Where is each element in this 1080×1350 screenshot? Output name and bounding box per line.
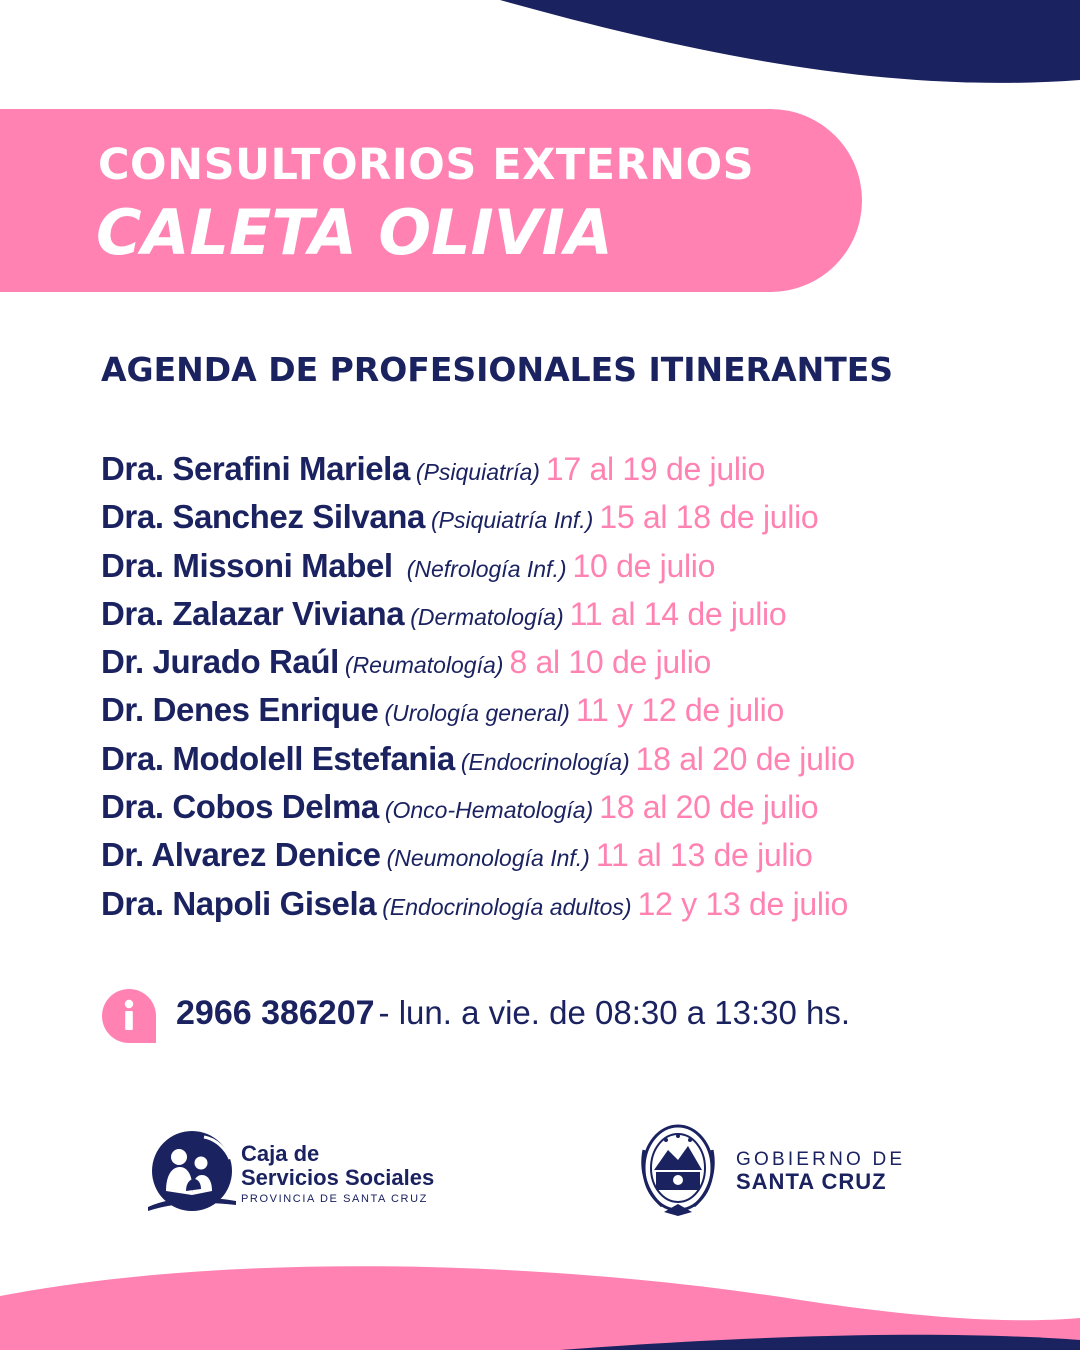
- gobierno-logo-line1: GOBIERNO DE: [736, 1149, 906, 1170]
- doctor-name: Dra. Zalazar Viviana: [101, 594, 405, 632]
- doctor-specialty: (Neumonología Inf.): [386, 845, 590, 872]
- top-wave-decoration: [0, 0, 1080, 100]
- visit-dates: 15 al 18 de julio: [599, 499, 819, 536]
- doctor-specialty: (Psiquiatría Inf.): [430, 507, 594, 534]
- section-heading: AGENDA DE PROFESIONALES ITINERANTES: [101, 350, 894, 389]
- gobierno-santa-cruz-logo: [636, 1120, 926, 1220]
- office-hours: - lun. a vie. de 08:30 a 13:30 hs.: [378, 994, 851, 1031]
- list-item: [101, 590, 855, 638]
- doctor-specialty: (Reumatología): [344, 652, 504, 679]
- caja-servicios-sociales-logo: [146, 1125, 456, 1215]
- list-item: [101, 735, 855, 783]
- family-logo-icon: [146, 1125, 238, 1215]
- visit-dates: 8 al 10 de julio: [509, 644, 712, 681]
- list-item: [101, 445, 855, 493]
- doctor-name: Dra. Missoni Mabel: [101, 546, 393, 584]
- visit-dates: 12 y 13 de julio: [637, 885, 849, 922]
- list-item: [101, 493, 855, 541]
- list-item: [101, 831, 855, 879]
- doctor-name: Dra. Napoli Gisela: [101, 884, 377, 922]
- doctor-specialty: (Urología general): [384, 700, 570, 727]
- doctor-specialty: (Endocrinología adultos): [382, 893, 632, 920]
- visit-dates: 11 y 12 de julio: [575, 692, 784, 729]
- visit-dates: 17 al 19 de julio: [545, 451, 765, 487]
- doctor-specialty: (Nefrología Inf.): [406, 555, 567, 582]
- banner-title: CONSULTORIOS EXTERNOS: [98, 140, 755, 190]
- banner-location: CALETA OLIVIA: [96, 196, 613, 269]
- professionals-list: [101, 445, 855, 928]
- list-item: [101, 783, 855, 831]
- doctor-specialty: (Onco-Hematología): [384, 797, 594, 824]
- doctor-name: Dr. Jurado Raúl: [101, 643, 339, 681]
- gobierno-logo-line2: SANTA CRUZ: [736, 1169, 887, 1194]
- info-icon: [102, 989, 156, 1043]
- doctor-name: Dra. Cobos Delma: [101, 788, 379, 826]
- provincial-seal-icon: [636, 1120, 720, 1220]
- visit-dates: 11 al 13 de julio: [595, 837, 813, 874]
- list-item: [101, 880, 855, 928]
- doctor-name: Dr. Denes Enrique: [101, 691, 379, 729]
- visit-dates: 18 al 20 de julio: [599, 789, 819, 826]
- doctor-name: Dra. Modolell Estefania: [101, 739, 455, 777]
- phone-number[interactable]: 2966 386207: [176, 994, 375, 1032]
- doctor-name: Dr. Alvarez Denice: [101, 836, 381, 874]
- visit-dates: 11 al 14 de julio: [569, 595, 787, 632]
- list-item: [101, 686, 855, 734]
- visit-dates: 18 al 20 de julio: [635, 740, 855, 777]
- doctor-name: Dra. Serafini Mariela: [101, 450, 410, 487]
- doctor-specialty: (Endocrinología): [460, 748, 630, 775]
- list-item: [101, 638, 855, 686]
- doctor-name: Dra. Sanchez Silvana: [101, 498, 425, 536]
- visit-dates: 10 de julio: [572, 547, 716, 584]
- doctor-specialty: (Dermatología): [410, 603, 564, 630]
- list-item: [101, 542, 855, 590]
- caja-logo-line3: PROVINCIA DE SANTA CRUZ: [241, 1193, 428, 1205]
- contact-line: [176, 994, 850, 1033]
- caja-logo-line2: Servicios Sociales: [241, 1165, 435, 1190]
- doctor-specialty: (Psiquiatría): [415, 459, 540, 485]
- caja-logo-line1: Caja de: [241, 1141, 320, 1166]
